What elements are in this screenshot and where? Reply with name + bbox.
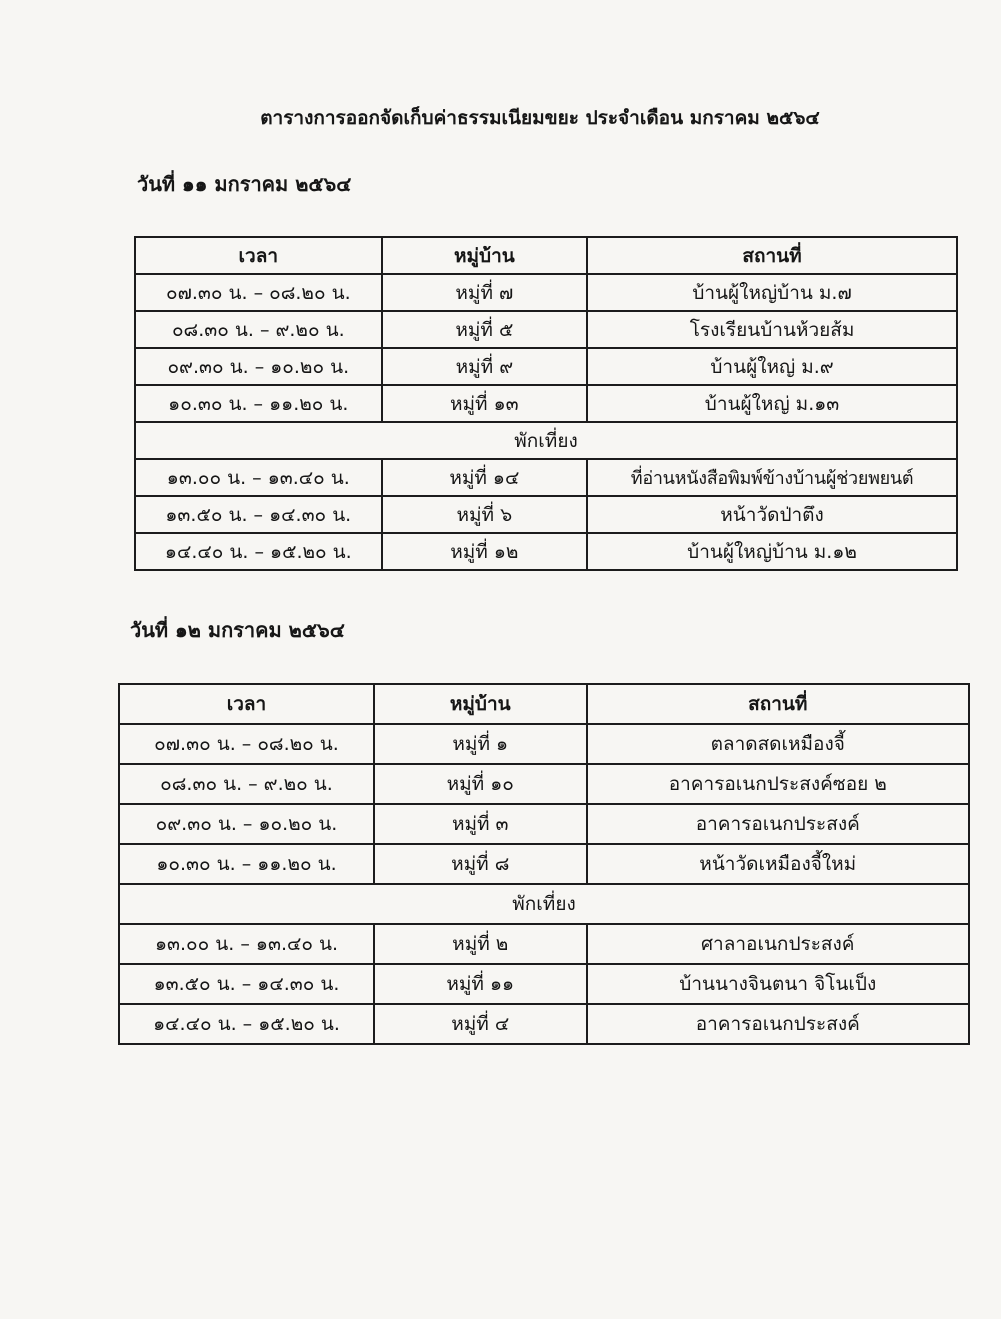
place-cell: บ้านผู้ใหญ่ ม.๙: [587, 348, 957, 385]
place-cell: บ้านผู้ใหญ่บ้าน ม.๗: [587, 274, 957, 311]
time-cell: ๑๐.๓๐ น. – ๑๑.๒๐ น.: [119, 844, 374, 884]
day-heading-2: วันที่ ๑๒ มกราคม ๒๕๖๔: [130, 618, 345, 642]
column-header-village: หมู่บ้าน: [382, 237, 588, 274]
table-row: [119, 804, 969, 844]
village-cell: หมู่ที่ ๑: [374, 724, 587, 764]
village-cell: หมู่ที่ ๖: [382, 496, 588, 533]
table-row: [135, 533, 957, 570]
schedule-table-day-2: [118, 683, 970, 1045]
village-cell: หมู่ที่ ๓: [374, 804, 587, 844]
village-cell: หมู่ที่ ๒: [374, 924, 587, 964]
time-cell: ๐๘.๓๐ น. – ๙.๒๐ น.: [135, 311, 382, 348]
village-cell: หมู่ที่ ๗: [382, 274, 588, 311]
page-title: ตารางการออกจัดเก็บค่าธรรมเนียมขยะ ประจำเดือน มกราคม ๒๕๖๔: [260, 107, 820, 129]
time-cell: ๑๓.๐๐ น. – ๑๓.๔๐ น.: [135, 459, 382, 496]
table-row: [135, 348, 957, 385]
lunch-break-row: [119, 884, 969, 924]
time-cell: ๐๘.๓๐ น. – ๙.๒๐ น.: [119, 764, 374, 804]
column-header-place: สถานที่: [587, 237, 957, 274]
village-cell: หมู่ที่ ๔: [374, 1004, 587, 1044]
place-cell: บ้านผู้ใหญ่บ้าน ม.๑๒: [587, 533, 957, 570]
schedule-table-day-1: [134, 236, 958, 571]
place-cell: ที่อ่านหนังสือพิมพ์ข้างบ้านผู้ช่วยพยนต์: [587, 459, 957, 496]
time-cell: ๐๙.๓๐ น. – ๑๐.๒๐ น.: [135, 348, 382, 385]
place-cell: ตลาดสดเหมืองจี้: [587, 724, 970, 764]
time-cell: ๑๐.๓๐ น. – ๑๑.๒๐ น.: [135, 385, 382, 422]
column-header-village: หมู่บ้าน: [374, 684, 587, 724]
time-cell: ๐๙.๓๐ น. – ๑๐.๒๐ น.: [119, 804, 374, 844]
place-cell: บ้านนางจินตนา จิโนเป็ง: [587, 964, 970, 1004]
village-cell: หมู่ที่ ๑๓: [382, 385, 588, 422]
lunch-break-cell: พักเที่ยง: [119, 884, 969, 924]
table-row: [119, 764, 969, 804]
table-row: [135, 311, 957, 348]
column-header-place: สถานที่: [587, 684, 970, 724]
place-cell: หน้าวัดป่าตึง: [587, 496, 957, 533]
time-cell: ๑๔.๔๐ น. – ๑๕.๒๐ น.: [135, 533, 382, 570]
place-cell: อาคารอเนกประสงค์ซอย ๒: [587, 764, 970, 804]
time-cell: ๐๗.๓๐ น. – ๐๘.๒๐ น.: [135, 274, 382, 311]
place-cell: หน้าวัดเหมืองจี้ใหม่: [587, 844, 970, 884]
column-header-time: เวลา: [119, 684, 374, 724]
column-header-time: เวลา: [135, 237, 382, 274]
place-cell: อาคารอเนกประสงค์: [587, 804, 970, 844]
time-cell: ๑๔.๔๐ น. – ๑๕.๒๐ น.: [119, 1004, 374, 1044]
village-cell: หมู่ที่ ๑๑: [374, 964, 587, 1004]
time-cell: ๑๓.๕๐ น. – ๑๔.๓๐ น.: [135, 496, 382, 533]
village-cell: หมู่ที่ ๕: [382, 311, 588, 348]
table-row: [135, 496, 957, 533]
village-cell: หมู่ที่ ๑๒: [382, 533, 588, 570]
village-cell: หมู่ที่ ๑๐: [374, 764, 587, 804]
place-cell: อาคารอเนกประสงค์: [587, 1004, 970, 1044]
village-cell: หมู่ที่ ๘: [374, 844, 587, 884]
time-cell: ๑๓.๕๐ น. – ๑๔.๓๐ น.: [119, 964, 374, 1004]
place-cell: ศาลาอเนกประสงค์: [587, 924, 970, 964]
village-cell: หมู่ที่ ๙: [382, 348, 588, 385]
table-row: [119, 1004, 969, 1044]
table-row: [119, 964, 969, 1004]
table-header-row: [135, 237, 957, 274]
table-row: [119, 924, 969, 964]
place-cell: โรงเรียนบ้านห้วยส้ม: [587, 311, 957, 348]
table-header-row: [119, 684, 969, 724]
table-row: [119, 724, 969, 764]
time-cell: ๑๓.๐๐ น. – ๑๓.๔๐ น.: [119, 924, 374, 964]
village-cell: หมู่ที่ ๑๔: [382, 459, 588, 496]
lunch-break-cell: พักเที่ยง: [135, 422, 957, 459]
place-cell: บ้านผู้ใหญ่ ม.๑๓: [587, 385, 957, 422]
time-cell: ๐๗.๓๐ น. – ๐๘.๒๐ น.: [119, 724, 374, 764]
table-row: [119, 844, 969, 884]
table-row: [135, 459, 957, 496]
day-heading-1: วันที่ ๑๑ มกราคม ๒๕๖๔: [137, 172, 352, 196]
table-row: [135, 385, 957, 422]
lunch-break-row: [135, 422, 957, 459]
table-row: [135, 274, 957, 311]
